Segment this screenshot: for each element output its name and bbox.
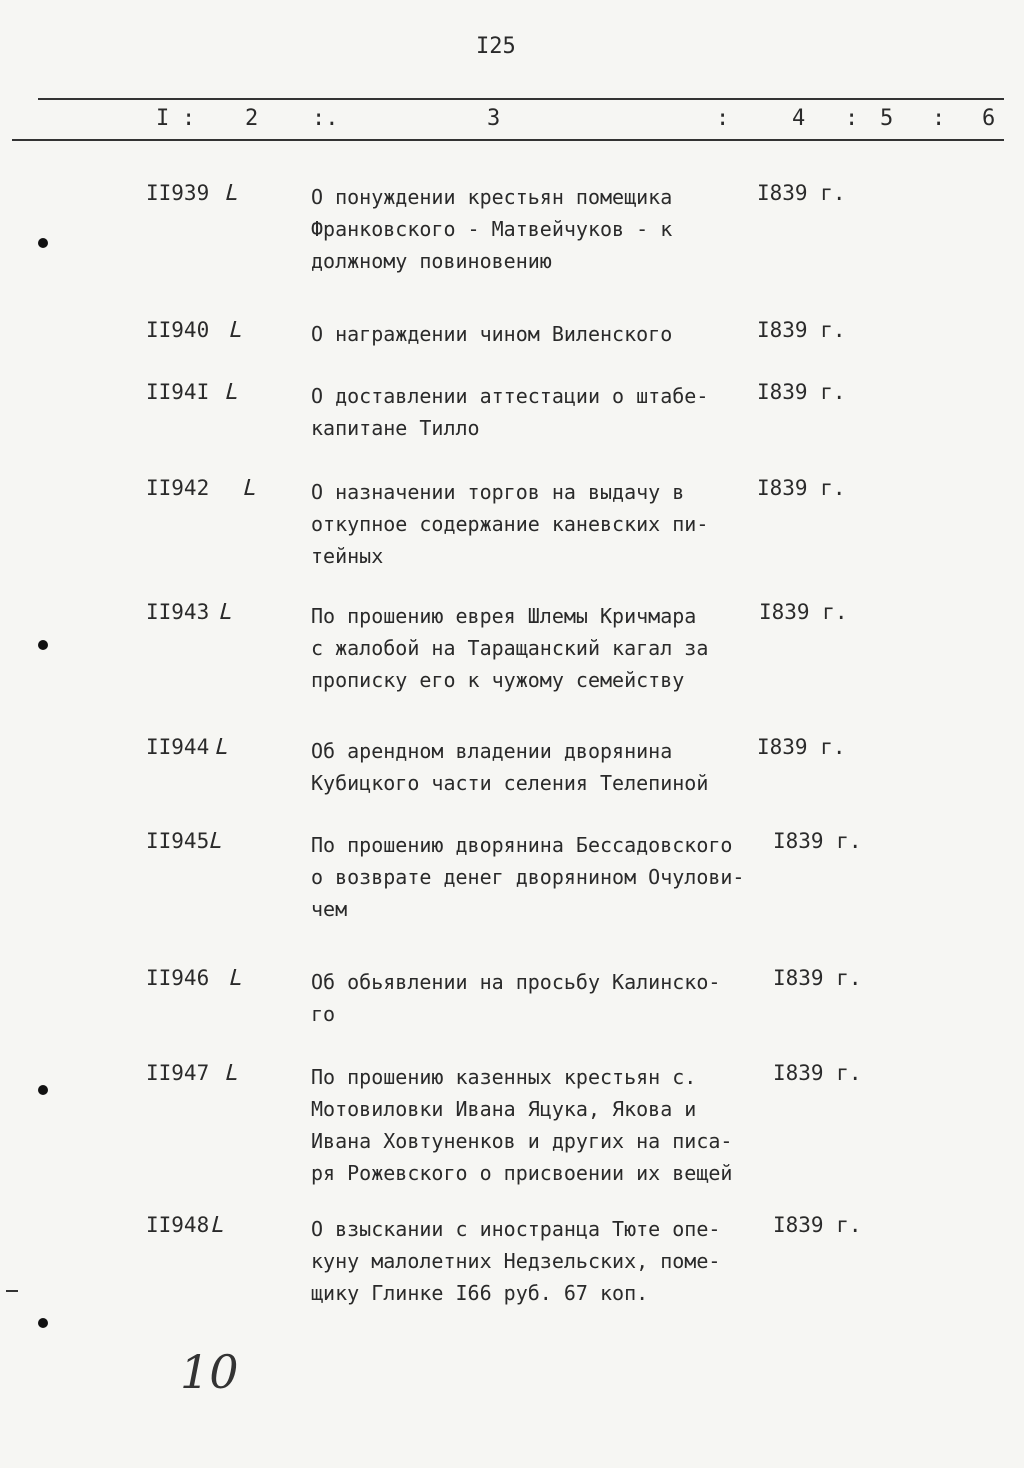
file-title	[311, 1061, 732, 1189]
file-title	[311, 318, 672, 350]
title-line: Мотовиловки Ивана Яцука, Якова и	[311, 1097, 697, 1121]
file-year: I839 г.	[757, 476, 846, 500]
title-line: О назначении торгов на выдачу в	[311, 480, 685, 504]
checkmark-icon: ᒪ	[228, 966, 241, 991]
title-line: Об обьявлении на просьбу Калинско-	[311, 970, 721, 994]
checkmark-icon: ᒪ	[224, 380, 237, 405]
checkmark-icon: ᒪ	[224, 1061, 237, 1086]
file-year: I839 г.	[759, 600, 848, 624]
file-title	[311, 1213, 720, 1309]
file-year: I839 г.	[773, 966, 862, 990]
file-title	[311, 476, 708, 572]
title-line: чем	[311, 897, 348, 921]
title-line: О награждении чином Виленского	[311, 322, 673, 346]
title-line: Об арендном владении дворянина	[311, 739, 673, 763]
checkmark-icon: ᒪ	[210, 1213, 223, 1238]
punch-hole	[38, 1318, 48, 1328]
title-line: го	[311, 1002, 336, 1026]
file-year: I839 г.	[757, 380, 846, 404]
title-line: По прошению дворянина Бессадовского	[311, 833, 733, 857]
title-line: щику Глинке I66 руб. 67 коп.	[311, 1281, 649, 1305]
file-year: I839 г.	[773, 1213, 862, 1237]
handwritten-page-mark: 10	[180, 1345, 239, 1399]
file-title	[311, 966, 720, 1030]
column-separator: :.	[312, 106, 339, 131]
file-year: I839 г.	[757, 318, 846, 342]
file-year: I839 г.	[757, 181, 846, 205]
title-line: По прошению еврея Шлемы Кричмара	[311, 604, 697, 628]
title-line: о возврате денег дворянином Очулови-	[311, 865, 745, 889]
file-year: I839 г.	[773, 1061, 862, 1085]
column-separator: :	[716, 106, 730, 131]
file-number: II947	[146, 1061, 210, 1085]
column-header-2: 2	[245, 106, 259, 131]
title-line: прописку его к чужому семейству	[311, 668, 685, 692]
file-number: II944	[146, 735, 210, 759]
column-header-3: 3	[487, 106, 501, 131]
page-number: I25	[476, 34, 516, 59]
column-header-5: 5	[880, 106, 894, 131]
title-line: с жалобой на Таращанский кагал за	[311, 636, 709, 660]
file-number: II946	[146, 966, 210, 990]
file-title	[311, 600, 708, 696]
file-year: I839 г.	[757, 735, 846, 759]
title-line: О понуждении крестьян помещика	[311, 185, 673, 209]
title-line: ря Рожевского о присвоении их вещей	[311, 1161, 733, 1185]
title-line: капитане Тилло	[311, 416, 480, 440]
column-header-6: 6	[982, 106, 996, 131]
checkmark-icon: ᒪ	[218, 600, 231, 625]
header-rule-top	[38, 98, 1004, 100]
title-line: Ивана Ховтуненков и других на писа-	[311, 1129, 733, 1153]
title-line: Франковского - Матвейчуков - к	[311, 217, 673, 241]
punch-hole	[38, 238, 48, 248]
title-line: куну малолетних Недзельских, поме-	[311, 1249, 721, 1273]
file-number: II94I	[146, 380, 210, 404]
punch-hole	[38, 640, 48, 650]
file-number: II939	[146, 181, 210, 205]
title-line: По прошению казенных крестьян с.	[311, 1065, 697, 1089]
margin-mark	[6, 1290, 18, 1292]
file-title	[311, 181, 672, 277]
title-line: О доставлении аттестации о штабе-	[311, 384, 709, 408]
title-line: откупное содержание каневских пи-	[311, 512, 709, 536]
checkmark-icon: ᒪ	[208, 829, 221, 854]
checkmark-icon: ᒪ	[214, 735, 227, 760]
file-number: II940	[146, 318, 210, 342]
file-title	[311, 380, 708, 444]
checkmark-icon: ᒪ	[224, 181, 237, 206]
file-number: II945	[146, 829, 210, 853]
checkmark-icon: ᒪ	[242, 476, 255, 501]
checkmark-icon: ᒪ	[228, 318, 241, 343]
file-year: I839 г.	[773, 829, 862, 853]
column-header-4: 4	[792, 106, 806, 131]
file-number: II943	[146, 600, 210, 624]
title-line: тейных	[311, 544, 384, 568]
file-number: II942	[146, 476, 210, 500]
column-separator: :	[845, 106, 859, 131]
column-header-1: I	[156, 106, 170, 131]
file-title	[311, 735, 708, 799]
file-number: II948	[146, 1213, 210, 1237]
title-line: должному повиновению	[311, 249, 552, 273]
title-line: О взыскании с иностранца Тюте опе-	[311, 1217, 721, 1241]
column-separator: :	[932, 106, 946, 131]
title-line: Кубицкого части селения Телепиной	[311, 771, 709, 795]
punch-hole	[38, 1085, 48, 1095]
file-title	[311, 829, 744, 925]
header-rule-bottom	[12, 139, 1004, 141]
column-separator: :	[182, 106, 196, 131]
